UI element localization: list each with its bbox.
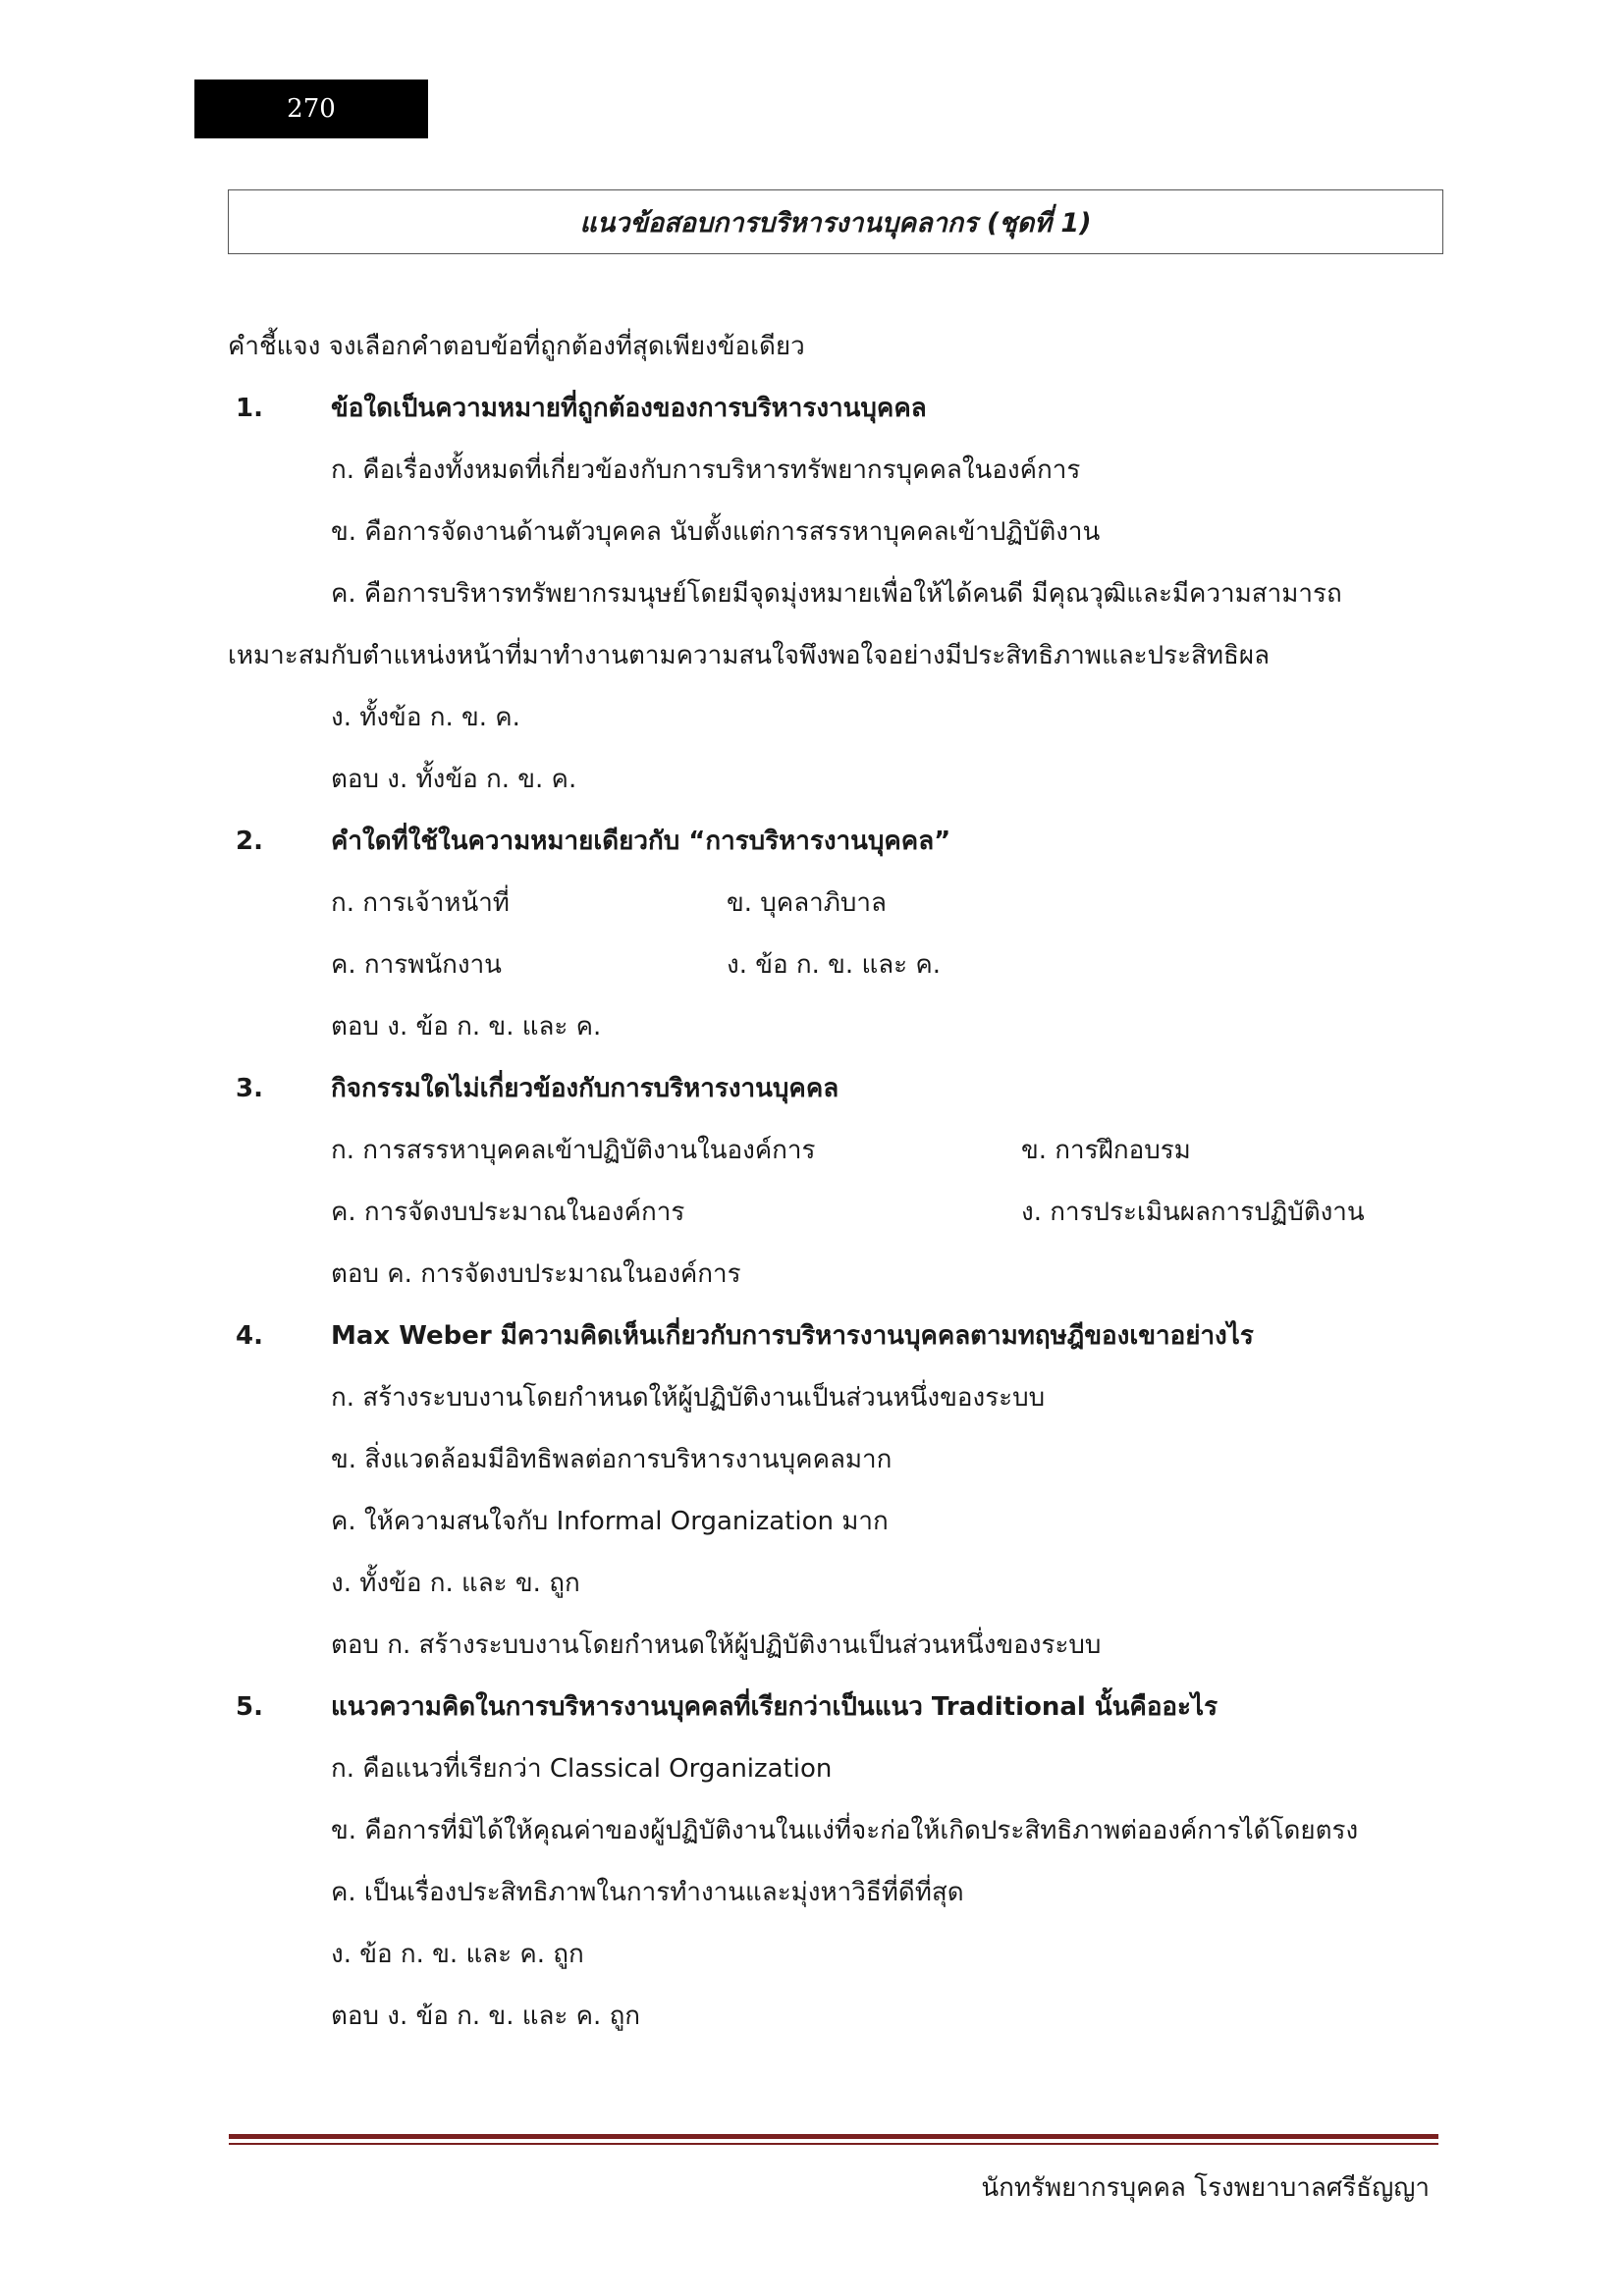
footer-divider-thin	[229, 2143, 1438, 2145]
question-text: Max Weber มีความคิดเห็นเกี่ยวกับการบริหารงานบุคคลตามทฤษฎีของเขาอย่างไร	[331, 1321, 1254, 1351]
option: ค. การจัดงบประมาณในองค์การ	[331, 1198, 685, 1227]
option: ข. บุคลาภิบาล	[727, 888, 887, 918]
question-text: กิจกรรมใดไม่เกี่ยวข้องกับการบริหารงานบุคคล	[331, 1074, 839, 1103]
option: ง. ทั้งข้อ ก. ข. ค.	[331, 703, 520, 732]
option: ง. การประเมินผลการปฏิบัติงาน	[1021, 1198, 1365, 1227]
question-number: 4.	[236, 1321, 263, 1351]
question-number: 5.	[236, 1692, 263, 1722]
option: ค. การพนักงาน	[331, 950, 502, 980]
option: ก. การเจ้าหน้าที่	[331, 888, 510, 918]
instruction: คำชี้แจง จงเลือกคำตอบข้อที่ถูกต้องที่สุดเพียงข้อเดียว	[228, 332, 805, 361]
option: ข. คือการที่มิได้ให้คุณค่าของผู้ปฏิบัติงานในแง่ที่จะก่อให้เกิดประสิทธิภาพต่อองค์การได้โดยตรง	[331, 1816, 1359, 1845]
option: ง. ข้อ ก. ข. และ ค.	[727, 950, 942, 980]
question-number: 3.	[236, 1074, 263, 1103]
page-number: 270	[194, 80, 428, 138]
page-title: แนวข้อสอบการบริหารงานบุคลากร (ชุดที่ 1)	[228, 189, 1443, 254]
option: ข. คือการจัดงานด้านตัวบุคคล นับตั้งแต่การสรรหาบุคคลเข้าปฏิบัติงาน	[331, 517, 1101, 547]
answer: ตอบ ง. ทั้งข้อ ก. ข. ค.	[331, 765, 577, 794]
option: ก. คือเรื่องทั้งหมดที่เกี่ยวข้องกับการบริหารทรัพยากรบุคคลในองค์การ	[331, 455, 1081, 485]
question-number: 1.	[236, 394, 263, 423]
option: ก. สร้างระบบงานโดยกำหนดให้ผู้ปฏิบัติงานเป็นส่วนหนึ่งของระบบ	[331, 1383, 1046, 1413]
answer: ตอบ ค. การจัดงบประมาณในองค์การ	[331, 1259, 741, 1289]
question-text: ข้อใดเป็นความหมายที่ถูกต้องของการบริหารงานบุคคล	[331, 394, 927, 423]
answer: ตอบ ก. สร้างระบบงานโดยกำหนดให้ผู้ปฏิบัติงานเป็นส่วนหนึ่งของระบบ	[331, 1630, 1102, 1660]
footer-divider	[229, 2134, 1438, 2139]
option: ง. ทั้งข้อ ก. และ ข. ถูก	[331, 1569, 580, 1598]
option: ก. คือแนวที่เรียกว่า Classical Organization	[331, 1754, 833, 1784]
option: ค. เป็นเรื่องประสิทธิภาพในการทำงานและมุ่งหาวิธีที่ดีที่สุด	[331, 1878, 964, 1907]
footer-text: นักทรัพยากรบุคคล โรงพยาบาลศรีธัญญา	[981, 2173, 1430, 2203]
question-text: คำใดที่ใช้ในความหมายเดียวกับ “การบริหารงานบุคคล”	[331, 827, 951, 856]
option: ก. การสรรหาบุคคลเข้าปฏิบัติงานในองค์การ	[331, 1136, 816, 1165]
option: ค. คือการบริหารทรัพยากรมนุษย์โดยมีจุดมุ่งหมายเพื่อให้ได้คนดี มีคุณวุฒิและมีความสามารถ	[331, 579, 1342, 609]
question-text: แนวความคิดในการบริหารงานบุคคลที่เรียกว่าเป็นแนว Traditional นั้นคืออะไร	[331, 1692, 1218, 1722]
option-continuation: เหมาะสมกับตำแหน่งหน้าที่มาทำงานตามความสนใจพึงพอใจอย่างมีประสิทธิภาพและประสิทธิผล	[228, 641, 1271, 670]
question-number: 2.	[236, 827, 263, 856]
option: ค. ให้ความสนใจกับ Informal Organization มาก	[331, 1507, 889, 1536]
answer: ตอบ ง. ข้อ ก. ข. และ ค.	[331, 1012, 602, 1041]
answer: ตอบ ง. ข้อ ก. ข. และ ค. ถูก	[331, 2002, 641, 2031]
option: ข. สิ่งแวดล้อมมีอิทธิพลต่อการบริหารงานบุคคลมาก	[331, 1445, 893, 1474]
option: ข. การฝึกอบรม	[1021, 1136, 1191, 1165]
option: ง. ข้อ ก. ข. และ ค. ถูก	[331, 1940, 584, 1969]
